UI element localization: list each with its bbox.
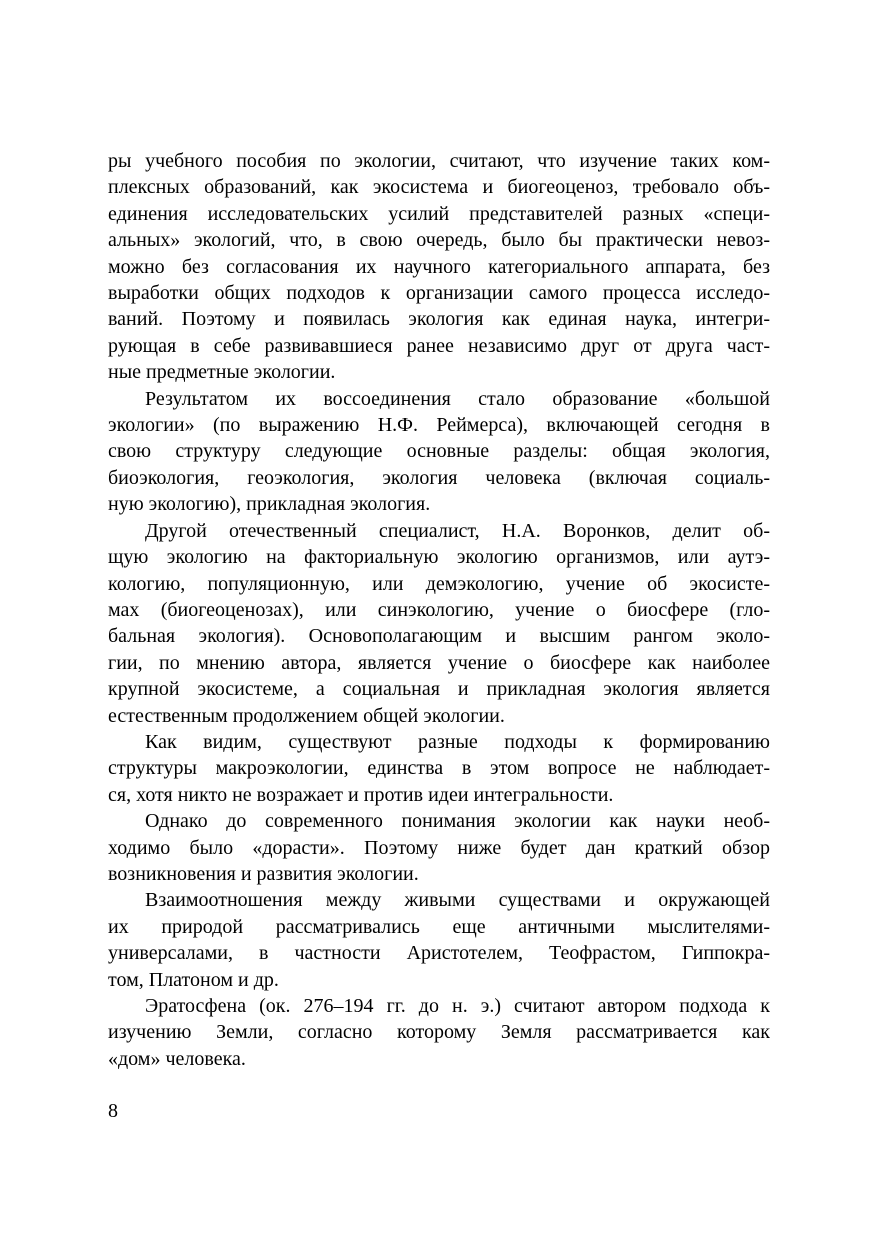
text-line: крупной экосистеме, а социальная и прикладная экология является	[108, 678, 770, 701]
text-line: щую экологию на факториальную экологию организмов, или аутэ-	[108, 546, 770, 569]
text-line: Результатом их воссоединения стало образование «большой	[145, 387, 770, 410]
paragraph	[108, 386, 770, 518]
text-line: ходимо было «дорасти». Поэтому ниже будет дан краткий обзор	[108, 836, 770, 859]
text-line: том, Платоном и др.	[108, 968, 279, 991]
text-line: гии, по мнению автора, является учение о биосфере как наиболее	[108, 651, 770, 674]
text-line: мах (биогеоценозах), или синэкологию, учение о биосфере (гло-	[108, 598, 770, 621]
text-line: экологии» (по выражению Н.Ф. Реймерса), включающей сегодня в	[108, 414, 770, 437]
paragraph	[108, 887, 770, 993]
text-line: Однако до современного понимания экологии как науки необ-	[145, 810, 770, 833]
text-line: бальная экология). Основополагающим и высшим рангом эколо-	[108, 625, 770, 648]
paragraph	[108, 729, 770, 808]
text-line: структуры макроэкологии, единства в этом вопросе не наблюдает-	[108, 757, 770, 780]
text-line: ные предметные экологии.	[108, 361, 336, 384]
text-line: биоэкология, геоэкология, экология человека (включая социаль-	[108, 466, 770, 489]
text-line: единения исследовательских усилий представителей разных «специ-	[108, 202, 770, 225]
text-line: ся, хотя никто не возражает и против идеи интегральности.	[108, 783, 614, 806]
page-number: 8	[108, 1100, 118, 1122]
text-line: рующая в себе развивавшиеся ранее независимо друг от друга част-	[108, 334, 770, 357]
text-line: Другой отечественный специалист, Н.А. Воронков, делит об-	[145, 519, 770, 542]
text-line: ваний. Поэтому и появилась экология как единая наука, интегри-	[108, 308, 770, 331]
text-line: можно без согласования их научного категориального аппарата, без	[108, 255, 770, 278]
text-line: универсалами, в частности Аристотелем, Теофрастом, Гиппокра-	[108, 942, 770, 965]
paragraph	[108, 993, 770, 1072]
text-line: возникновения и развития экологии.	[108, 862, 419, 885]
paragraph	[108, 148, 770, 386]
text-line: плексных образований, как экосистема и биогеоценоз, требовало объ-	[108, 176, 770, 199]
text-line: ную экологию), прикладная экология.	[108, 493, 431, 516]
text-line: альных» экологий, что, в свою очередь, было бы практически невоз-	[108, 229, 770, 252]
text-line: Взаимоотношения между живыми существами и окружающей	[145, 889, 770, 912]
text-line: изучению Земли, согласно которому Земля рассматривается как	[108, 1021, 770, 1044]
text-line: естественным продолжением общей экологии.	[108, 704, 505, 727]
text-line: Как видим, существуют разные подходы к формированию	[145, 730, 770, 753]
text-line: свою структуру следующие основные разделы: общая экология,	[108, 440, 770, 463]
text-line: ры учебного пособия по экологии, считают, что изучение таких ком-	[108, 150, 770, 172]
text-line: Эратосфена (ок. 276–194 гг. до н. э.) считают автором подхода к	[145, 995, 770, 1017]
text-line: кологию, популяционную, или демэкологию, учение об экосисте-	[108, 572, 770, 595]
text-line: их природой рассматривались еще античными мыслителями-	[108, 915, 770, 938]
paragraph	[108, 808, 770, 887]
paragraph	[108, 518, 770, 729]
text-block	[108, 148, 770, 1072]
text-line: «дом» человека.	[108, 1047, 246, 1070]
text-line: выработки общих подходов к организации самого процесса исследо-	[108, 282, 770, 305]
